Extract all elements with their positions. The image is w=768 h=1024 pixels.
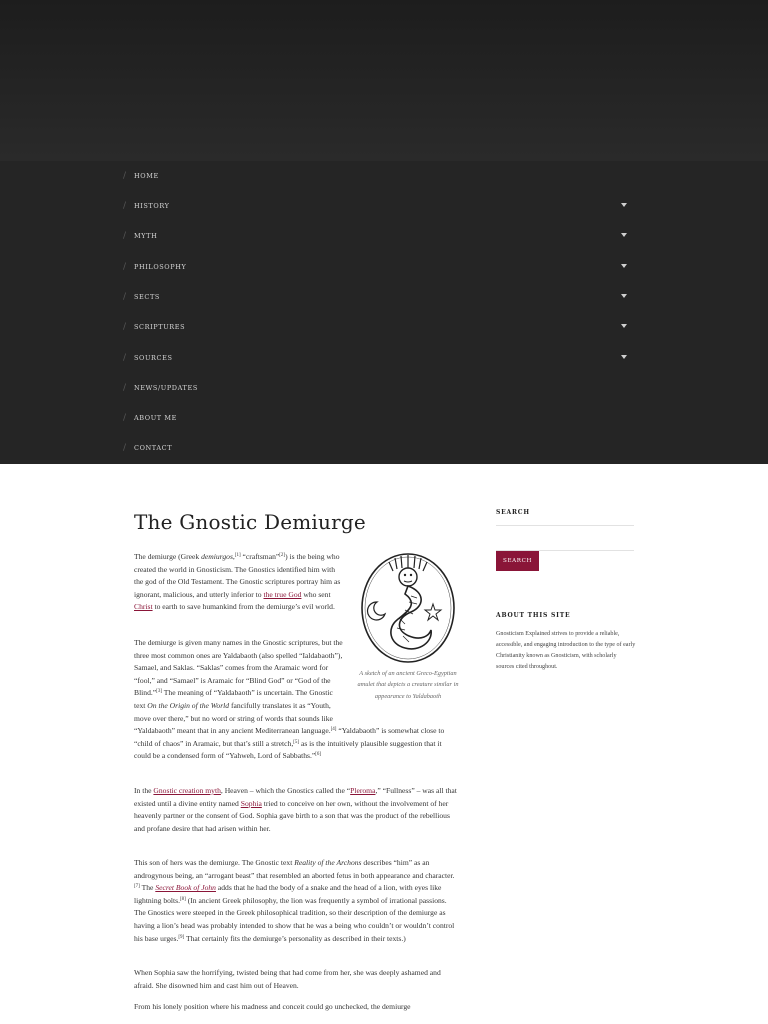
header-banner xyxy=(0,0,768,161)
nav-item-label: ABOUT ME xyxy=(134,414,178,422)
nav-separator: / xyxy=(123,231,127,241)
chevron-down-icon[interactable] xyxy=(621,294,627,298)
nav-separator: / xyxy=(123,383,127,393)
footnote-link[interactable]: [1] xyxy=(234,553,241,558)
article-paragraph: The demiurge (Greek demiurgos,[1] “craftsman”[2]) is the being who created the world in Gnosticism. The Gnostics identified him with the god of the Old Testament. The Gnostic scriptures portray him as ignorant, malicious, and utterly inferior to the true God who sent Christ to earth to save humankind from the demiurge’s evil world. xyxy=(134,552,341,612)
nav-separator: / xyxy=(123,201,127,211)
nav-item-label: CONTACT xyxy=(134,444,173,452)
nav-item-about-me[interactable] xyxy=(123,403,633,433)
nav-separator: / xyxy=(123,443,127,453)
article-paragraph: When Sophia saw the horrifying, twisted being that had come from her, she was deeply ashamed and afraid. She disowned him and cast him out of Heaven. xyxy=(134,968,441,990)
chevron-down-icon[interactable] xyxy=(621,355,627,359)
link-pleroma[interactable]: Pleroma xyxy=(350,786,376,795)
nav-separator: / xyxy=(123,413,127,423)
nav-item-label: HOME xyxy=(134,172,159,180)
footnote-link[interactable]: [8] xyxy=(180,896,186,902)
nav-item-label: SCRIPTURES xyxy=(134,323,186,331)
nav-item-scriptures[interactable] xyxy=(123,312,633,342)
nav-separator: / xyxy=(123,353,127,363)
footnote-link[interactable]: [2] xyxy=(279,553,286,558)
main-nav xyxy=(0,161,768,464)
nav-item-home[interactable] xyxy=(123,161,633,191)
footnote-link[interactable]: [7] xyxy=(134,884,140,890)
link-sophia[interactable]: Sophia xyxy=(240,798,262,808)
nav-item-label: SECTS xyxy=(134,293,160,301)
about-heading: ABOUT THIS SITE xyxy=(496,612,571,619)
chevron-down-icon[interactable] xyxy=(621,203,627,207)
nav-item-label: PHILOSOPHY xyxy=(134,263,187,271)
page-title: The Gnostic Demiurge xyxy=(134,510,366,534)
search-input[interactable] xyxy=(496,525,634,551)
nav-item-sects[interactable] xyxy=(123,282,633,312)
article-paragraph: In the Gnostic creation myth, Heaven – which the Gnostics called the “Pleroma,” “Fullness” – was all that existed until a divine entity named Sophia tried to conceive on her own, without the involvement of her heavenly partner or the consent of God. Sophia gave birth to a son that was the product of the rebellious and profane desire that had arisen within her. xyxy=(134,786,457,833)
footnote-link[interactable]: [5] xyxy=(293,739,300,745)
article-paragraph: This son of hers was the demiurge. The Gnostic text Reality of the Archons describes “him” as an androgynous being, an “arrogant beast” that resembled an aborted fetus in both appearance and character.[7] The Secret Book of John adds that he had the body of a snake and the head of a lion, with eyes like lightning bolts.[8] (In ancient Greek philosophy, the lion was frequently a symbol of irrational passions. The Gnostics were steeped in the Greek philosophical tradition, so their description of the demiurge as having a lion’s head was probably intended to show that he was a being who couldn’t or wouldn’t control his base urges.[9] That certainly fits the demiurge’s personality as described in their texts.) xyxy=(134,858,455,943)
nav-item-news-updates[interactable] xyxy=(123,373,633,403)
figure-caption: A sketch of an ancient Greco-Egyptian amulet that depicts a creature similar in appearance to Yaldabaoth xyxy=(357,670,459,700)
search-button[interactable]: SEARCH xyxy=(496,551,539,571)
nav-item-philosophy[interactable] xyxy=(123,252,633,282)
nav-separator: / xyxy=(123,171,127,181)
nav-item-label: NEWS/UPDATES xyxy=(134,384,198,392)
article-paragraph: From his lonely position where his madness and conceit could go unchecked, the demiurge xyxy=(134,1002,411,1011)
chevron-down-icon[interactable] xyxy=(621,233,627,237)
about-text: Gnosticism Explained strives to provide a reliable, accessible, and engaging introduction to the type of early Christianity known as Gnosticism, with scholarly sources cited throughout. xyxy=(496,631,636,670)
nav-item-label: SOURCES xyxy=(134,354,173,362)
footnote-link[interactable]: [4] xyxy=(330,727,337,733)
link-true-god[interactable]: the true God xyxy=(263,589,302,599)
article-paragraph: The demiurge is given many names in the Gnostic scriptures, but the three most common ones are Yaldabaoth (also spelled “Ialdabaoth”), Samael, and Saklas. “Saklas” comes from the Aramaic word for “fool,” and “Samael” is Aramaic for “Blind God” or “God of the Blind.”[3] The meaning of “Yaldabaoth” is uncertain. The Gnostic text On the Origin of the World fancifully translates it as “Youth, move over there,” but no word or string of words that sounds like “Yaldabaoth” meant that in any ancient Mediterranean language.[4] “Yaldabaoth” is somewhat close to “child of chaos” in Aramaic, but that’s still a stretch,[5] as is the intuitively plausible suggestion that it could be a condensed form of “Yahweh, Lord of Sabbaths.”[6] xyxy=(134,637,459,763)
link-christ[interactable]: Christ xyxy=(134,602,153,612)
nav-item-history[interactable] xyxy=(123,191,633,221)
nav-item-myth[interactable] xyxy=(123,221,633,251)
nav-separator: / xyxy=(123,292,127,302)
link-gnostic-creation-myth[interactable]: Gnostic creation myth xyxy=(153,786,221,795)
footnote-link[interactable]: [6] xyxy=(315,752,322,758)
nav-item-label: HISTORY xyxy=(134,202,170,210)
nav-separator: / xyxy=(123,262,127,272)
search-heading: SEARCH xyxy=(496,509,530,516)
chevron-down-icon[interactable] xyxy=(621,264,627,268)
nav-item-sources[interactable] xyxy=(123,343,633,373)
chevron-down-icon[interactable] xyxy=(621,324,627,328)
nav-item-label: MYTH xyxy=(134,232,158,240)
footnote-link[interactable]: [3] xyxy=(156,689,162,695)
nav-item-contact[interactable] xyxy=(123,433,633,463)
link-secret-book-of-john[interactable]: Secret Book of John xyxy=(155,883,216,893)
footnote-link[interactable]: [9] xyxy=(178,934,185,940)
nav-separator: / xyxy=(123,322,127,332)
figure-float-spacer xyxy=(345,637,459,713)
